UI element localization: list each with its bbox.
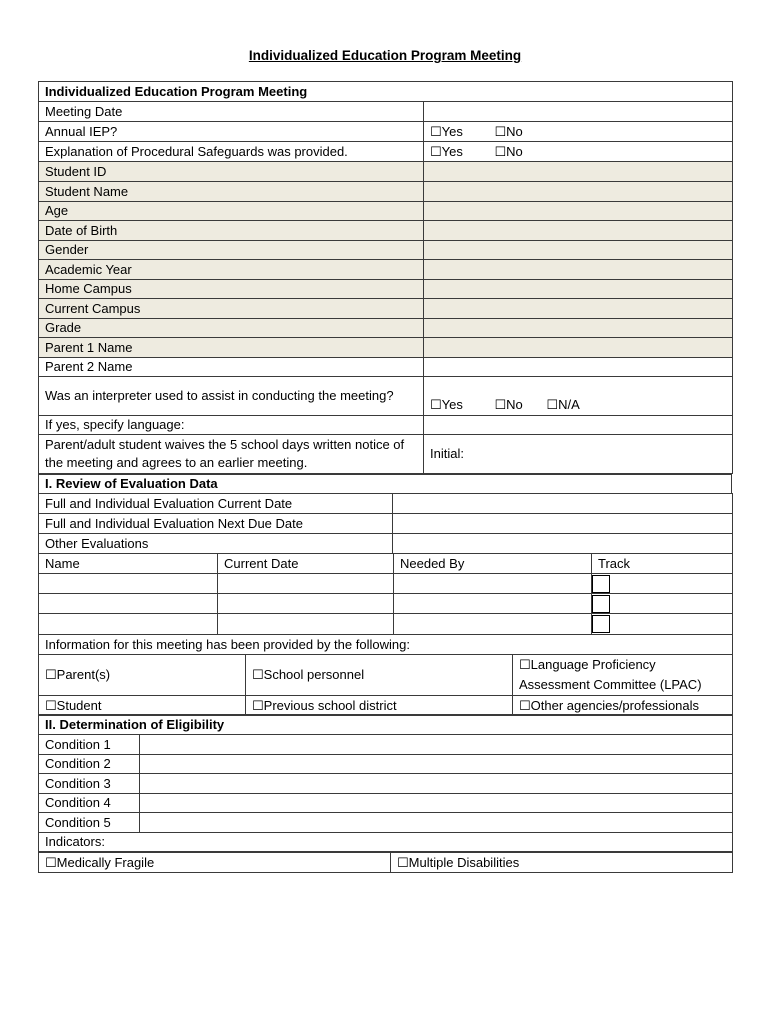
lpac-checkbox[interactable]	[513, 655, 733, 696]
parent2-field[interactable]	[424, 358, 733, 377]
info-provided-table	[38, 634, 733, 716]
eval-needed-by-cell[interactable]	[394, 574, 592, 594]
interpreter-na-checkbox[interactable]	[546, 396, 579, 414]
no-label: No	[506, 123, 523, 139]
annual-iep-label: Annual IEP?	[39, 122, 424, 142]
eligibility-heading: II. Determination of Eligibility	[39, 715, 733, 735]
dob-label: Date of Birth	[39, 221, 424, 241]
grade-field[interactable]	[424, 319, 733, 338]
yes-label: Yes	[441, 397, 463, 412]
review-heading: I. Review of Evaluation Data	[39, 475, 732, 494]
interpreter-label: Was an interpreter used to assist in conducting the meeting?	[39, 377, 424, 416]
document-title: Individualized Education Program Meeting	[248, 48, 522, 63]
parents-label: Parent(s)	[56, 667, 111, 682]
home-campus-field[interactable]	[424, 280, 733, 299]
checkbox-icon: ☐	[397, 854, 409, 870]
col-current-date: Current Date	[218, 554, 394, 574]
table-row	[39, 574, 733, 594]
interpreter-options	[424, 377, 733, 416]
checkbox-icon: ☐	[45, 697, 57, 713]
checkbox-icon: ☐	[519, 697, 531, 713]
review-heading-table	[38, 474, 732, 494]
col-needed-by: Needed By	[394, 554, 592, 574]
indicators-label: Indicators:	[39, 833, 733, 852]
checkbox-icon: ☐	[519, 657, 531, 672]
previous-district-checkbox[interactable]	[246, 696, 513, 716]
eval-current-date-cell[interactable]	[218, 594, 394, 614]
eval-current-date-label: Full and Individual Evaluation Current Date	[39, 494, 393, 514]
medically-fragile-label: Medically Fragile	[56, 854, 155, 870]
other-agencies-label: Other agencies/professionals	[530, 697, 700, 713]
parent1-field[interactable]	[424, 338, 733, 358]
checkbox-icon: ☐	[430, 397, 442, 412]
eval-next-due-field[interactable]	[393, 514, 733, 534]
other-evaluations-field[interactable]	[393, 534, 733, 554]
procedural-safeguards-label: Explanation of Procedural Safeguards was provided.	[39, 142, 424, 162]
procedural-safeguards-options	[424, 142, 733, 162]
annual-iep-no-checkbox[interactable]	[495, 123, 523, 141]
form-header: Individualized Education Program Meeting	[39, 82, 733, 102]
table-row	[39, 594, 733, 614]
condition-label: Condition 1	[39, 735, 140, 755]
checkbox-icon: ☐	[45, 667, 57, 682]
condition-5-field[interactable]	[140, 813, 733, 833]
procedural-no-checkbox[interactable]	[495, 143, 523, 161]
multiple-disabilities-checkbox[interactable]	[391, 853, 733, 873]
yes-label: Yes	[441, 123, 463, 139]
parent1-label: Parent 1 Name	[39, 338, 424, 358]
track-checkbox[interactable]	[592, 595, 610, 613]
current-campus-label: Current Campus	[39, 299, 424, 319]
checkbox-icon: ☐	[45, 854, 57, 870]
school-personnel-label: School personnel	[263, 667, 365, 682]
info-heading: Information for this meeting has been provided by the following:	[39, 635, 733, 655]
annual-iep-options	[424, 122, 733, 142]
yes-label: Yes	[441, 143, 463, 159]
school-personnel-checkbox[interactable]	[246, 655, 513, 696]
interpreter-yes-checkbox[interactable]	[430, 396, 463, 414]
checkbox-icon: ☐	[546, 397, 559, 412]
condition-2-field[interactable]	[140, 755, 733, 774]
condition-1-field[interactable]	[140, 735, 733, 755]
student-label: Student	[56, 697, 102, 713]
student-name-field[interactable]	[424, 182, 733, 202]
other-agencies-checkbox[interactable]	[513, 696, 733, 716]
eval-current-date-field[interactable]	[393, 494, 733, 514]
academic-year-field[interactable]	[424, 260, 733, 280]
grade-label: Grade	[39, 319, 424, 338]
parent2-label: Parent 2 Name	[39, 358, 424, 377]
checkbox-icon: ☐	[494, 123, 507, 139]
eval-name-field[interactable]	[39, 614, 218, 635]
gender-field[interactable]	[424, 241, 733, 260]
gender-label: Gender	[39, 241, 424, 260]
checkbox-icon: ☐	[252, 667, 264, 682]
age-label: Age	[39, 202, 424, 221]
language-field[interactable]	[424, 416, 733, 435]
track-checkbox[interactable]	[592, 575, 610, 593]
meeting-info-table	[38, 81, 733, 474]
language-label: If yes, specify language:	[39, 416, 424, 435]
no-label: No	[506, 397, 523, 412]
student-name-label: Student Name	[39, 182, 424, 202]
student-checkbox[interactable]	[39, 696, 246, 716]
current-campus-field[interactable]	[424, 299, 733, 319]
col-track: Track	[592, 554, 733, 574]
eligibility-table	[38, 714, 733, 852]
checkbox-icon: ☐	[494, 143, 507, 159]
condition-3-field[interactable]	[140, 774, 733, 794]
checkbox-icon: ☐	[430, 123, 442, 139]
meeting-date-label: Meeting Date	[39, 102, 424, 122]
lpac-label: Language Proficiency Assessment Committee (LPAC)	[519, 657, 702, 692]
evaluations-table	[38, 553, 733, 635]
eval-needed-by-cell[interactable]	[394, 594, 592, 614]
student-id-field[interactable]	[424, 162, 733, 182]
student-id-label: Student ID	[39, 162, 424, 182]
academic-year-label: Academic Year	[39, 260, 424, 280]
eval-name-field[interactable]	[39, 574, 218, 594]
eval-current-date-cell[interactable]	[218, 614, 394, 635]
na-label: N/A	[558, 397, 580, 412]
eval-current-date-cell[interactable]	[218, 574, 394, 594]
medically-fragile-checkbox[interactable]	[39, 853, 391, 873]
checkbox-icon: ☐	[252, 697, 264, 713]
eval-needed-by-cell[interactable]	[394, 614, 592, 635]
col-name: Name	[39, 554, 218, 574]
condition-label: Condition 3	[39, 774, 140, 794]
eval-name-field[interactable]	[39, 594, 218, 614]
condition-label: Condition 2	[39, 755, 140, 774]
indicators-table	[38, 852, 733, 873]
home-campus-label: Home Campus	[39, 280, 424, 299]
previous-district-label: Previous school district	[263, 697, 397, 713]
initial-label: Initial:	[430, 446, 464, 461]
annual-iep-yes-checkbox[interactable]	[430, 123, 463, 141]
meeting-date-field[interactable]	[424, 102, 733, 122]
track-checkbox[interactable]	[592, 615, 610, 633]
interpreter-no-checkbox[interactable]	[495, 396, 523, 414]
age-field[interactable]	[424, 202, 733, 221]
parents-checkbox[interactable]	[39, 655, 246, 696]
multiple-disabilities-label: Multiple Disabilities	[408, 854, 520, 870]
waiver-label: Parent/adult student waives the 5 school days written notice of the meeting and agrees to an earlier meeting.	[39, 435, 424, 474]
condition-label: Condition 4	[39, 794, 140, 813]
other-evaluations-label: Other Evaluations	[39, 534, 393, 554]
condition-label: Condition 5	[39, 813, 140, 833]
review-dates-table	[38, 493, 733, 554]
no-label: No	[506, 143, 523, 159]
checkbox-icon: ☐	[430, 143, 442, 159]
eval-next-due-label: Full and Individual Evaluation Next Due Date	[39, 514, 393, 534]
table-row	[39, 614, 733, 635]
dob-field[interactable]	[424, 221, 733, 241]
procedural-yes-checkbox[interactable]	[430, 143, 463, 161]
waiver-initial-field[interactable]	[424, 435, 733, 474]
checkbox-icon: ☐	[494, 397, 507, 412]
condition-4-field[interactable]	[140, 794, 733, 813]
